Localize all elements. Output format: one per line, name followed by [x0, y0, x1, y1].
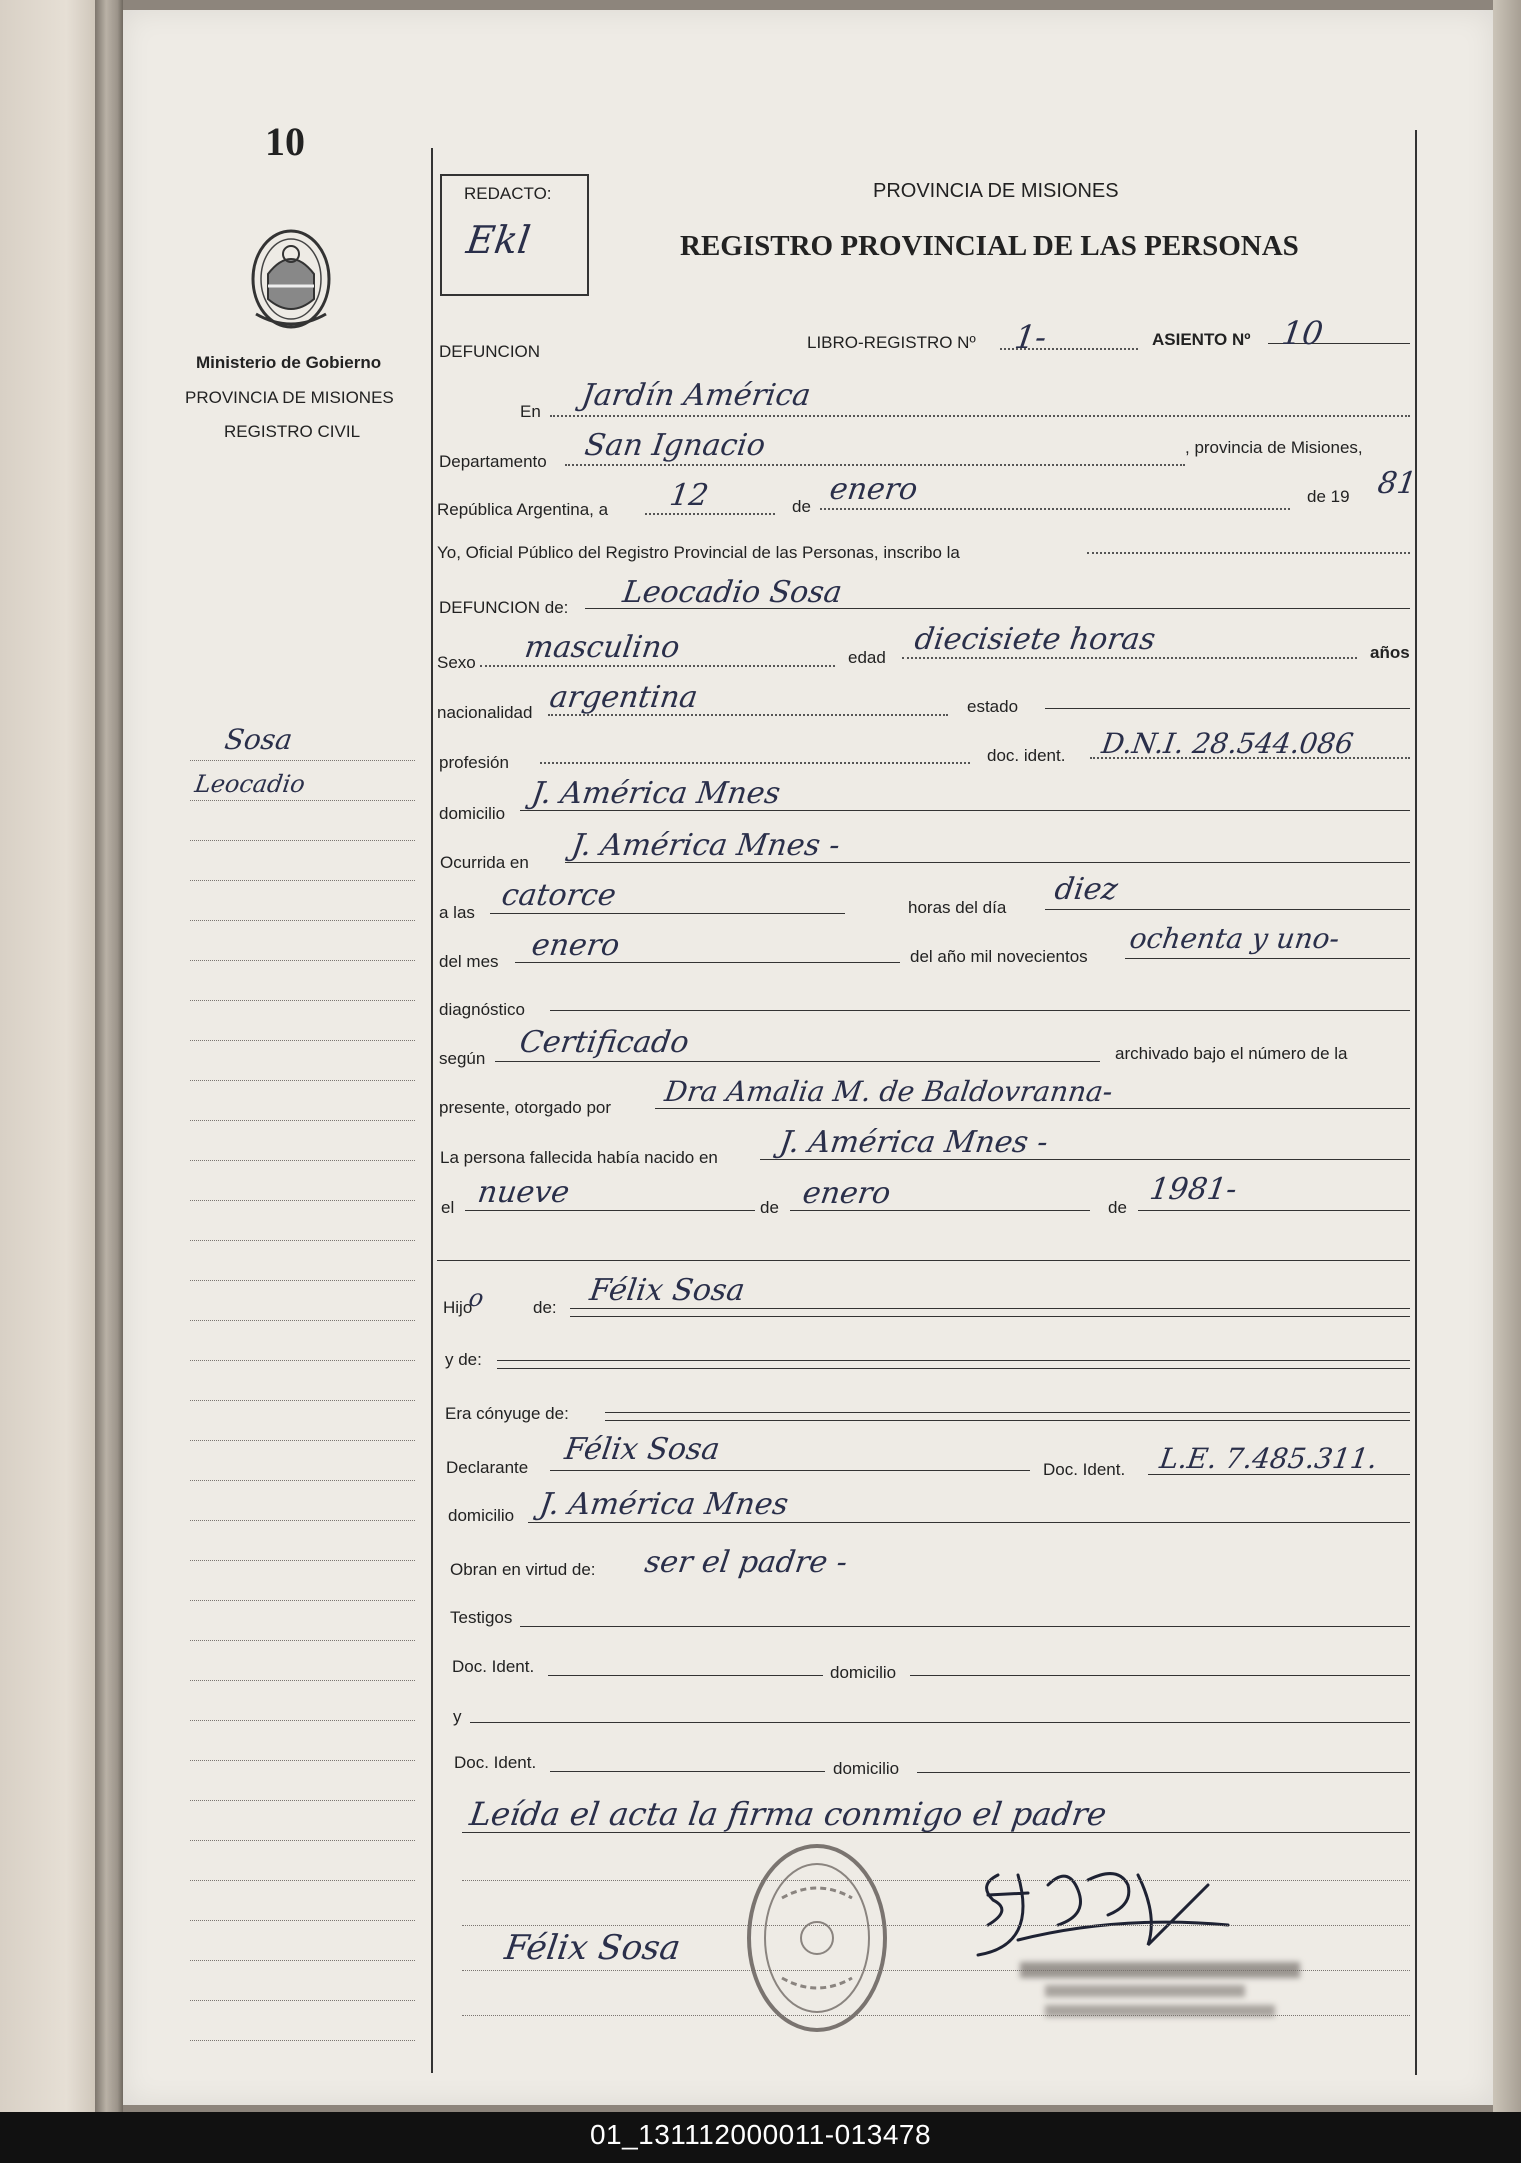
right-page-edge [1493, 0, 1521, 2112]
margin-rule-line [190, 1880, 415, 1881]
anio-value: ochenta y uno- [1127, 922, 1342, 955]
lower-rule-line [462, 1970, 1410, 1971]
margin-rule-line [190, 1000, 415, 1001]
estado-label: estado [967, 697, 1019, 716]
asiento-label: ASIENTO Nº [1152, 330, 1251, 349]
mes-value: enero [529, 928, 622, 963]
provincia-label: , provincia de Misiones, [1185, 438, 1363, 457]
nacido-label: La persona fallecida había nacido en [440, 1148, 718, 1167]
nacionalidad-value: argentina [547, 680, 700, 715]
official-stamp-icon [742, 1838, 892, 2043]
margin-rule-line [190, 1200, 415, 1201]
ocurrida-value: J. América Mnes - [569, 828, 843, 863]
coat-of-arms-icon [246, 224, 336, 339]
de-label: de [792, 497, 811, 516]
margin-rule-line [190, 1840, 415, 1841]
testigos-label: Testigos [450, 1608, 513, 1627]
book-binding [95, 0, 123, 2112]
margin-rule-line [190, 1360, 415, 1361]
dia-value: diez [1052, 872, 1120, 907]
header-title: REGISTRO PROVINCIAL DE LAS PERSONAS [680, 230, 1299, 262]
hijo-mark: o [467, 1284, 486, 1312]
margin-rule-line [190, 1960, 415, 1961]
lower-rule-line [462, 2015, 1410, 2016]
libro-label: LIBRO-REGISTRO Nº [807, 333, 976, 352]
doc-ident2-label: Doc. Ident. [452, 1657, 535, 1676]
domicilio2-value: J. América Mnes [537, 1487, 791, 1522]
anio2-value: 1981- [1147, 1172, 1239, 1207]
margin-rule-line [190, 1600, 415, 1601]
margin-rule-line [190, 1520, 415, 1521]
margin-rule-line [190, 1440, 415, 1441]
doc-label: doc. ident. [987, 746, 1066, 765]
margin-rule-line [190, 1760, 415, 1761]
departamento-value: San Ignacio [582, 428, 768, 463]
profesion-label: profesión [439, 753, 509, 772]
margin-rule-line [190, 800, 415, 801]
margin-rule-line [190, 2000, 415, 2001]
obran-label: Obran en virtud de: [450, 1560, 596, 1579]
margin-rule-line [190, 840, 415, 841]
domicilio-value: J. América Mnes [529, 776, 783, 811]
presente-value: Dra Amalia M. de Baldovranna- [662, 1075, 1115, 1108]
day-value: 12 [667, 478, 711, 513]
domicilio3-label: domicilio [830, 1663, 897, 1682]
margin-rule-line [190, 920, 415, 921]
margin-surname: Sosa [222, 723, 295, 756]
year-prefix-label: de 19 [1307, 487, 1350, 506]
mes-label: del mes [439, 952, 499, 971]
year-value: 81 [1375, 466, 1419, 501]
diagnostico-label: diagnóstico [439, 1000, 526, 1019]
nacido-value: J. América Mnes - [777, 1125, 1051, 1160]
a-las-label: a las [439, 903, 475, 922]
margin-rule-line [190, 1080, 415, 1081]
republica-label: República Argentina, a [437, 500, 609, 519]
en-label: En [520, 402, 541, 421]
de3-label: de [1108, 1198, 1127, 1217]
domicilio2-label: domicilio [448, 1506, 515, 1525]
doc-value: D.N.I. 28.544.086 [1099, 727, 1356, 760]
header-province: PROVINCIA DE MISIONES [873, 180, 1119, 202]
margin-rule-line [190, 1720, 415, 1721]
domicilio-label: domicilio [439, 804, 506, 823]
margin-rule-line [190, 1680, 415, 1681]
hijo-de-label: de: [533, 1298, 557, 1317]
nacionalidad-label: nacionalidad [437, 703, 533, 722]
el-value: nueve [475, 1175, 572, 1210]
margin-rule-line [190, 880, 415, 881]
margin-rule-line [190, 1800, 415, 1801]
y-label: y [453, 1707, 462, 1726]
defuncion-label: DEFUNCION de: [439, 598, 569, 617]
declarant-signature: Félix Sosa [502, 1928, 683, 1968]
edad-label: edad [848, 648, 886, 667]
margin-rule-line [190, 1560, 415, 1561]
declarante-label: Declarante [446, 1458, 529, 1477]
margin-rule-line [190, 760, 415, 761]
margin-rule-line [190, 1120, 415, 1121]
right-vertical-rule [1415, 130, 1417, 2075]
redacted-official-title [1045, 1985, 1245, 1997]
declarante-value: Félix Sosa [562, 1432, 722, 1467]
oficial-text: Yo, Oficial Público del Registro Provincial de las Personas, inscribo la [437, 543, 960, 562]
redacto-initials: Ekl [463, 218, 534, 262]
segun-label: según [439, 1049, 486, 1068]
official-signature-icon [958, 1845, 1238, 1970]
edad-value: diecisiete horas [912, 622, 1158, 657]
month-value: enero [827, 472, 920, 507]
doc-ident-value: L.E. 7.485.311. [1157, 1442, 1380, 1475]
libro-value: 1- [1012, 318, 1049, 356]
doc-ident-label: Doc. Ident. [1043, 1460, 1126, 1479]
departamento-label: Departamento [439, 452, 547, 471]
mes2-value: enero [800, 1176, 893, 1211]
left-vertical-rule [431, 148, 433, 2073]
lower-rule-line [462, 1880, 1410, 1881]
margin-rule-line [190, 1400, 415, 1401]
ocurrida-label: Ocurrida en [440, 853, 529, 872]
redacto-box [440, 174, 589, 296]
en-value: Jardín América [579, 378, 813, 413]
hijo-value: Félix Sosa [587, 1273, 747, 1308]
ministry-label: Ministerio de Gobierno [196, 353, 382, 372]
redacto-label: REDACTO: [464, 184, 552, 203]
segun-value: Certificado [517, 1025, 692, 1060]
a-las-value: catorce [499, 878, 619, 913]
margin-rule-line [190, 2040, 415, 2041]
margin-rule-line [190, 1640, 415, 1641]
lower-rule-line [462, 1925, 1410, 1926]
asiento-value: 10 [1279, 314, 1326, 352]
closing-text: Leída el acta la firma conmigo el padre [467, 1795, 1109, 1833]
margin-rule-line [190, 1320, 415, 1321]
margin-rule-line [190, 1160, 415, 1161]
left-province-label: PROVINCIA DE MISIONES [185, 388, 394, 407]
sexo-label: Sexo [437, 653, 476, 672]
y-de-label: y de: [445, 1350, 482, 1369]
de2-label: de [760, 1198, 779, 1217]
defuncion-value: Leocadio Sosa [620, 575, 845, 610]
anos-label: años [1370, 643, 1410, 662]
domicilio4-label: domicilio [833, 1759, 900, 1778]
margin-rule-line [190, 1240, 415, 1241]
margin-rule-line [190, 960, 415, 961]
presente-label: presente, otorgado por [439, 1098, 612, 1117]
archivado-label: archivado bajo el número de la [1115, 1044, 1348, 1063]
margin-rule-line [190, 1280, 415, 1281]
section-divider [437, 1260, 1410, 1261]
anio-label: del año mil novecientos [910, 947, 1088, 966]
doc-ident3-label: Doc. Ident. [454, 1753, 537, 1772]
obran-value: ser el padre - [642, 1545, 850, 1580]
margin-rule-line [190, 1920, 415, 1921]
hijo-label: Hijo [443, 1298, 473, 1317]
image-caption: 01_131112000011-013478 [589, 2119, 932, 2150]
conyuge-label: Era cónyuge de: [445, 1404, 569, 1423]
margin-rule-line [190, 1480, 415, 1481]
el-label: el [441, 1198, 455, 1217]
record-type-label: DEFUNCION [439, 342, 541, 361]
sexo-value: masculino [522, 630, 682, 665]
page-number: 10 [265, 119, 305, 164]
margin-rule-line [190, 1040, 415, 1041]
margin-given-name: Leocadio [193, 770, 307, 798]
horas-label: horas del día [908, 898, 1007, 917]
left-page-edge [0, 0, 95, 2112]
left-registry-label: REGISTRO CIVIL [224, 422, 361, 441]
